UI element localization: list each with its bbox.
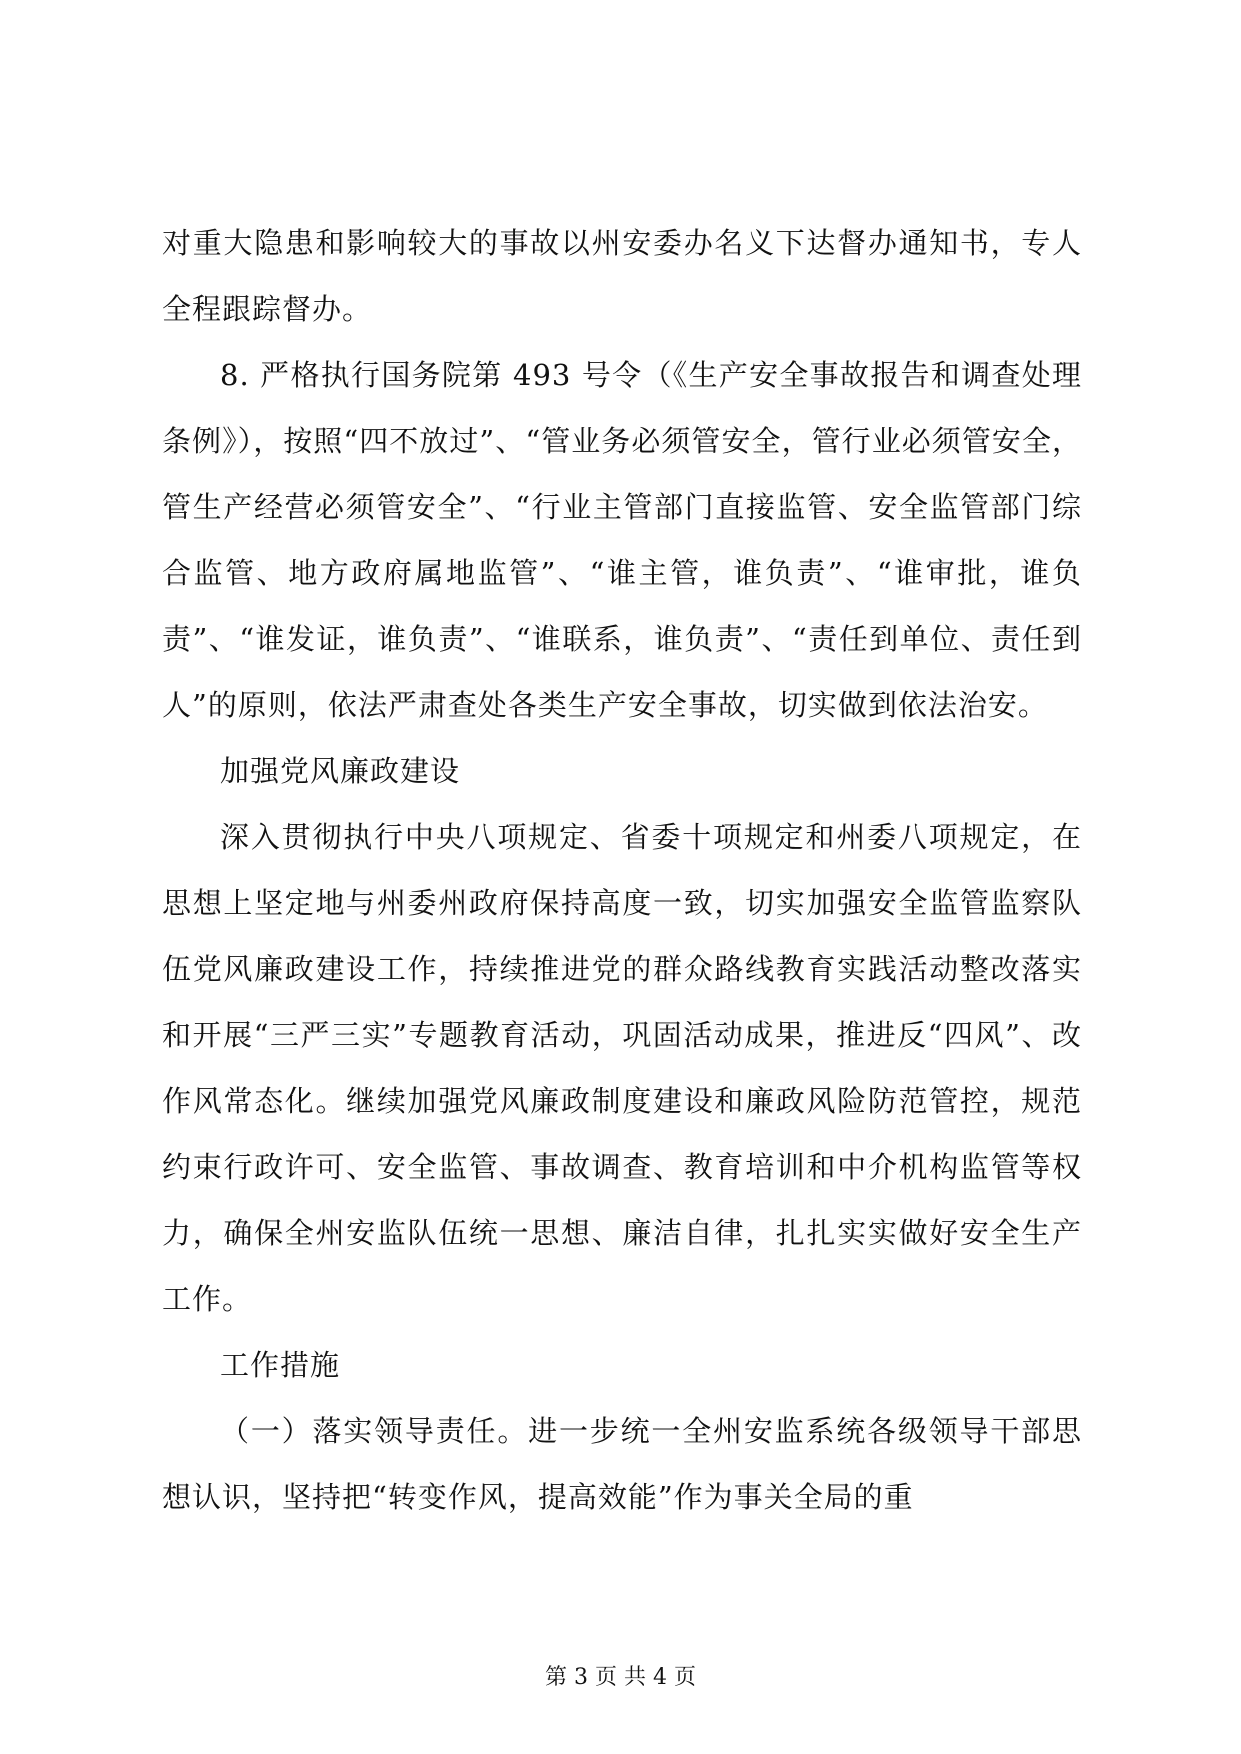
document-body (162, 210, 1082, 1530)
paragraph-continued: 对重大隐患和影响较大的事故以州安委办名义下达督办通知书，专人全程跟踪督办。 (162, 226, 1082, 326)
paragraph-measure-1: （一）落实领导责任。进一步统一全州安监系统各级领导干部思想认识，坚持把“转变作风，提高效能”作为事关全局的重 (162, 1414, 1082, 1514)
page-footer: 第 3 页 共 4 页 (545, 1665, 696, 1690)
section-heading-party-conduct: 加强党风廉政建设 (220, 754, 461, 788)
section-heading-measures: 工作措施 (220, 1348, 341, 1382)
paragraph-party-conduct: 深入贯彻执行中央八项规定、省委十项规定和州委八项规定，在思想上坚定地与州委州政府保持高度一致，切实加强安全监管监察队伍党风廉政建设工作，持续推进党的群众路线教育实践活动整改落实和开展“三严三实”专题教育活动，巩固活动成果，推进反“四风”、改作风常态化。继续加强党风廉政制度建设和廉政风险防范管控，规范约束行政许可、安全监管、事故调查、教育培训和中介机构监管等权力，确保全州安监队伍统一思想、廉洁自律，扎扎实实做好安全生产工作。 (162, 820, 1082, 1316)
paragraph-item-8: 8. 严格执行国务院第 493 号令（《生产安全事故报告和调查处理条例》），按照“四不放过”、“管业务必须管安全，管行业必须管安全，管生产经营必须管安全”、“行业主管部门直接监管、安全监管部门综合监管、地方政府属地监管”、“谁主管，谁负责”、“谁审批，谁负责”、“谁发证，谁负责”、“谁联系，谁负责”、“责任到单位、责任到人”的原则，依法严肃查处各类生产安全事故，切实做到依法治安。 (162, 358, 1082, 722)
